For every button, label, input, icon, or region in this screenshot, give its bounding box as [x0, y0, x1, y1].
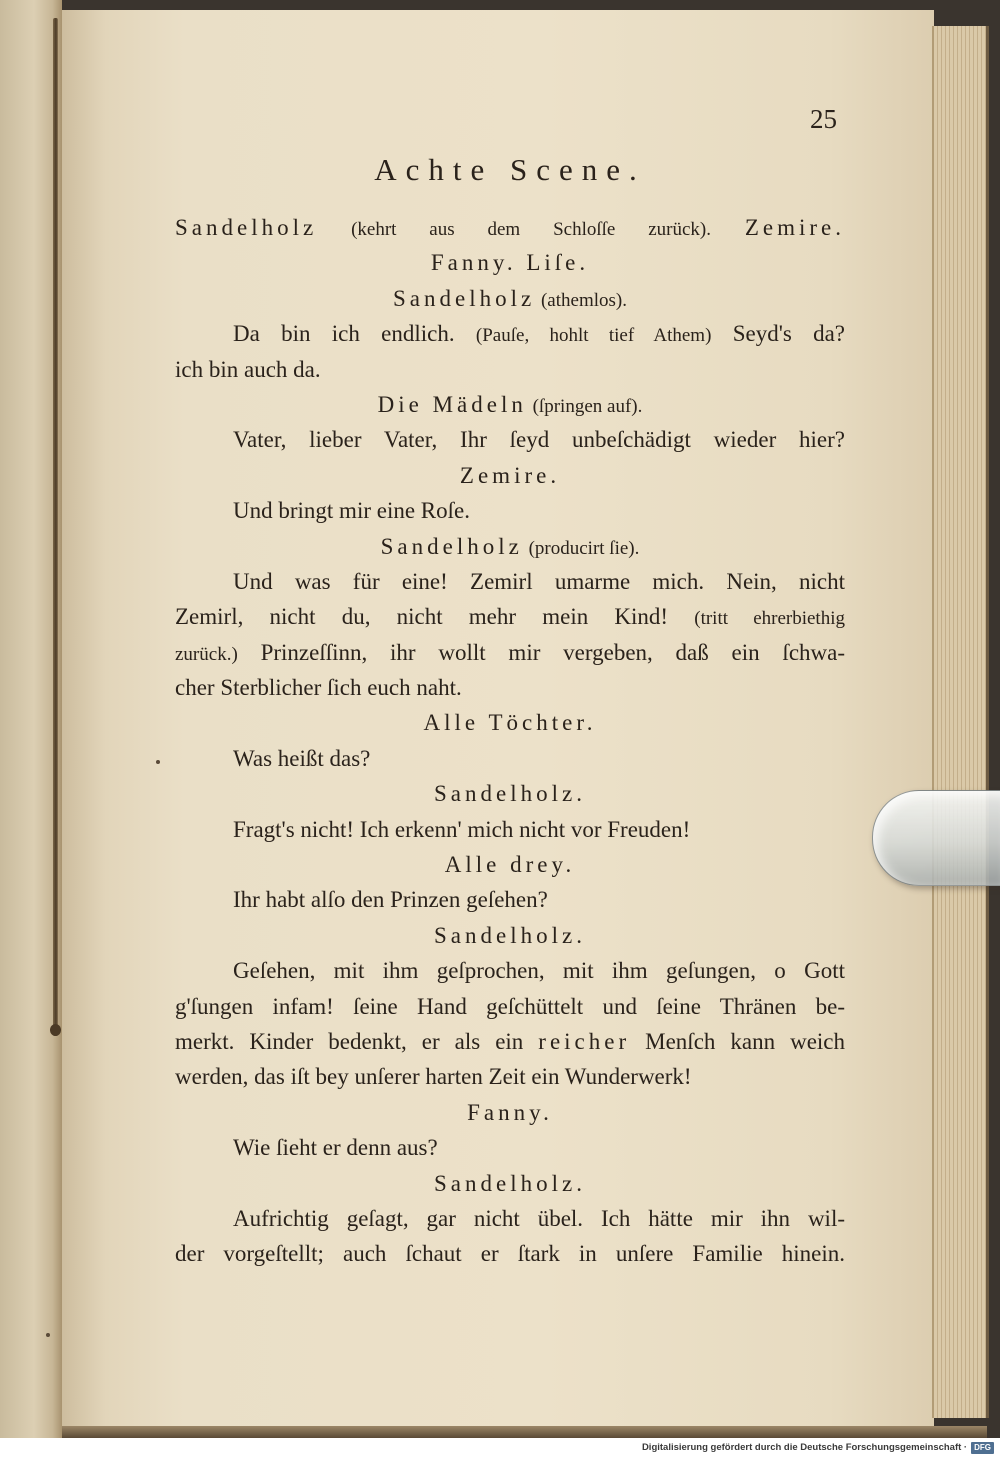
speaker-name: Sandelholz. — [434, 922, 586, 948]
text-line — [175, 493, 845, 528]
speech-text: Prinzeſſinn, ihr wollt mir vergeben, daß ein ſchwa- — [260, 639, 846, 665]
stage-direction: (athemlos). — [540, 289, 627, 311]
speaker-name: Fanny. — [467, 1099, 553, 1125]
binding-thread — [53, 18, 58, 1036]
speaker-line — [175, 705, 845, 740]
scene-title: Achte Scene. — [374, 152, 646, 187]
stage-direction: (tritt ehrerbiethig — [694, 608, 845, 630]
speech-text: Und was für eine! Zemirl umarme mich. Nein, nicht — [233, 568, 845, 594]
text-line — [175, 245, 845, 280]
text-line — [175, 316, 845, 351]
speaker-line — [175, 1095, 845, 1130]
text-line — [175, 989, 845, 1024]
page-edges-stack — [932, 26, 989, 1418]
text-line — [175, 210, 845, 245]
speaker-line — [175, 918, 845, 953]
speech-text: Seyd's da? — [732, 321, 846, 347]
speech-text: Geſehen, mit ihm geſprochen, mit ihm geſungen, o Gott — [233, 958, 845, 984]
text-line — [175, 1201, 845, 1236]
speaker-name: Zemire. — [459, 462, 561, 488]
text-line — [175, 1024, 845, 1059]
paper-speck — [46, 1333, 50, 1337]
text-line — [175, 422, 845, 457]
speaker-name: Zemire. — [744, 215, 846, 240]
stage-direction: zurück.) — [175, 643, 238, 665]
speaker-line — [175, 281, 845, 316]
speaker-name: Sandelholz — [393, 285, 536, 311]
speech-text: merkt. Kinder bedenkt, er als ein — [175, 1028, 524, 1054]
binding-knot — [50, 1024, 61, 1036]
speaker-line — [175, 458, 845, 493]
text-line — [175, 1236, 845, 1271]
speaker-line — [175, 529, 845, 564]
text-line — [175, 670, 845, 705]
speech-text: g'ſungen infam! ſeine Hand geſchüttelt und ſeine Thränen be- — [175, 993, 845, 1019]
speaker-line — [175, 1166, 845, 1201]
speech-text: Da bin ich endlich. — [233, 321, 455, 347]
dfg-logo-icon: DFG — [971, 1442, 994, 1454]
speaker-line — [175, 847, 845, 882]
speech-text: Vater, lieber Vater, Ihr ſeyd unbeſchädigt wieder hier? — [233, 427, 845, 453]
speech-text: Wie ſieht er denn aus? — [233, 1135, 438, 1161]
speaker-name: Sandelholz — [175, 215, 318, 240]
speaker-name: Sandelholz — [380, 533, 523, 559]
speech-text: Zemirl, nicht du, nicht mehr mein Kind! — [175, 604, 669, 630]
stage-direction: (ſpringen auf). — [532, 395, 643, 417]
speech-text: Ihr habt alſo den Prinzen geſehen? — [233, 887, 548, 913]
play-text — [175, 210, 845, 1272]
speech-text: werden, das iſt bey unſerer harten Zeit ein Wunderwerk! — [175, 1064, 692, 1090]
digitization-footer — [0, 1438, 1000, 1457]
emphasized-word: reicher — [538, 1028, 631, 1054]
speech-text: Aufrichtig geſagt, gar nicht übel. Ich hätte mir ihn wil- — [233, 1205, 845, 1231]
speech-text: Was heißt das? — [233, 745, 371, 771]
text-line — [175, 882, 845, 917]
page-number: 25 — [810, 104, 837, 134]
speech-text: ich bin auch da. — [175, 356, 321, 382]
speech-text: der vorgeſtellt; auch ſchaut er ſtark in unſere Familie hinein. — [175, 1241, 845, 1267]
text-line — [175, 599, 845, 634]
speaker-name: Sandelholz. — [434, 1170, 586, 1196]
speaker-name: Die Mädeln — [377, 391, 527, 417]
speaker-line — [175, 776, 845, 811]
stage-direction: (producirt ſie). — [528, 537, 640, 559]
text-line — [175, 635, 845, 670]
book-bottom-edge — [62, 1426, 987, 1438]
stage-direction: (Pauſe, hohlt tief Athem) — [475, 325, 712, 347]
paper-speck — [156, 760, 160, 764]
text-line — [175, 352, 845, 387]
speaker-name: Alle Töchter. — [423, 710, 597, 736]
speech-text: Und bringt mir eine Roſe. — [233, 498, 470, 524]
speaker-name: Alle drey. — [444, 852, 576, 878]
text-line — [175, 953, 845, 988]
speaker-line — [175, 387, 845, 422]
text-line — [175, 1130, 845, 1165]
speech-text: Fragt's nicht! Ich erkenn' mich nicht vor Freuden! — [233, 816, 691, 842]
text-line — [175, 1059, 845, 1094]
scanner-thumb-clip — [872, 790, 1000, 886]
speech-text: cher Sterblicher ſich euch naht. — [175, 675, 462, 701]
speech-text: Menſch kann weich — [645, 1028, 846, 1054]
speaker-name: Fanny. Liſe. — [430, 250, 590, 276]
text-line — [175, 812, 845, 847]
text-line — [175, 564, 845, 599]
funding-credit: Digitalisierung gefördert durch die Deutsche Forschungsgemeinschaft · — [641, 1442, 968, 1453]
stage-direction: (kehrt aus dem Schloſſe zurück). — [351, 219, 711, 240]
speaker-name: Sandelholz. — [434, 781, 586, 807]
text-line — [175, 741, 845, 776]
